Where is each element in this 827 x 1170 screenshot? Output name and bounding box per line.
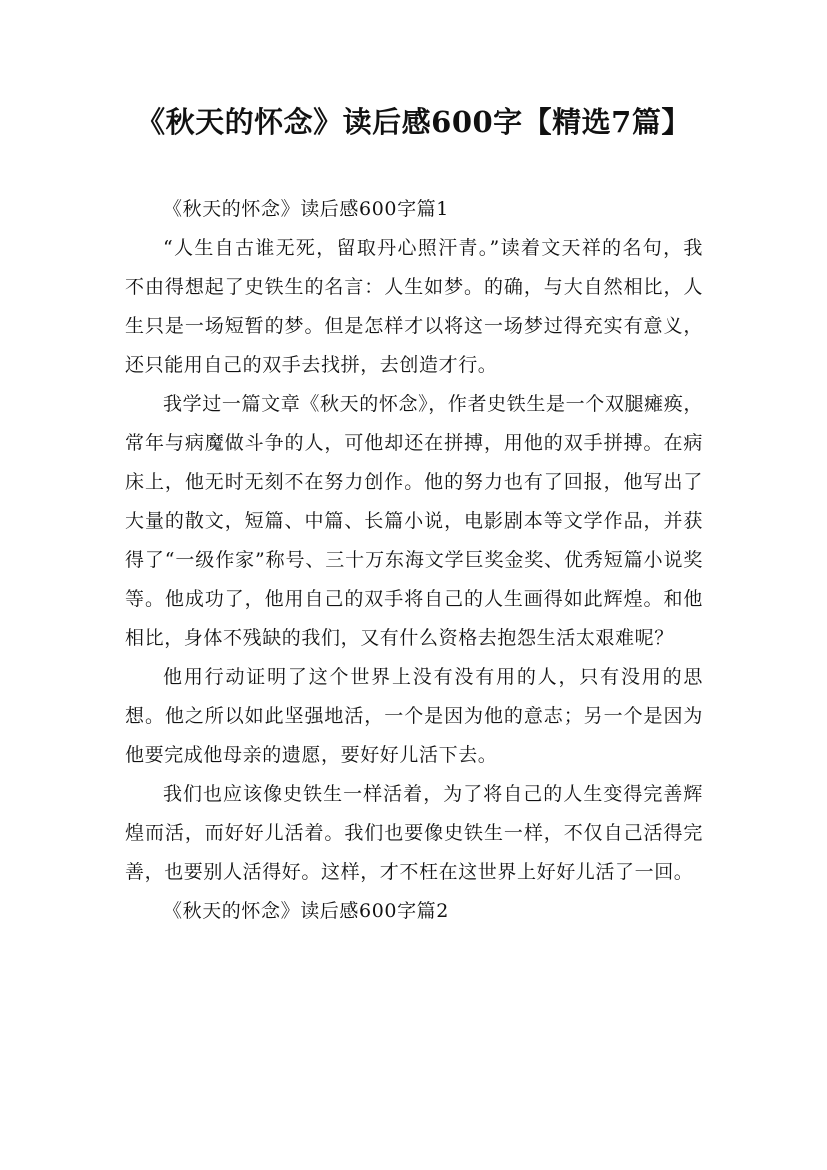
section-heading: 《秋天的怀念》读后感600字篇1 <box>163 198 449 220</box>
paragraph: “人生自古谁无死，留取丹心照汗青。”读着文天祥的名句，我不由得想起了史铁生的名言：人生如梦。的确，与大自然相比，人生只是一场短暂的梦。但是怎样才以将这一场梦过得充实有意义，还只能用自己的双手去找拼，去创造才行。 <box>125 237 703 376</box>
document-body <box>125 190 703 931</box>
section-heading: 《秋天的怀念》读后感600字篇2 <box>163 900 449 922</box>
paragraph: 我们也应该像史铁生一样活着，为了将自己的人生变得完善辉煌而活，而好好儿活着。我们也要像史铁生一样，不仅自己活得完善，也要别人活得好。这样，才不枉在这世界上好好儿活了一回。 <box>125 783 703 883</box>
paragraph: 他用行动证明了这个世界上没有没有用的人，只有没用的思想。他之所以如此坚强地活，一个是因为他的意志；另一个是因为他要完成他母亲的遗愿，要好好儿活下去。 <box>125 666 703 766</box>
paragraph: 我学过一篇文章《秋天的怀念》，作者史铁生是一个双腿瘫痪，常年与病魔做斗争的人，可他却还在拼搏，用他的双手拼搏。在病床上，他无时无刻不在努力创作。他的努力也有了回报，他写出了大量的散文，短篇、中篇、长篇小说，电影剧本等文学作品，并获得了“一级作家”称号、三十万东海文学巨奖金奖、优秀短篇小说奖等。他成功了，他用自己的双手将自己的人生画得如此辉煌。和他相比，身体不残缺的我们，又有什么资格去抱怨生活太艰难呢？ <box>125 393 703 649</box>
document-title: 《秋天的怀念》读后感600字【精选7篇】 <box>136 105 691 139</box>
